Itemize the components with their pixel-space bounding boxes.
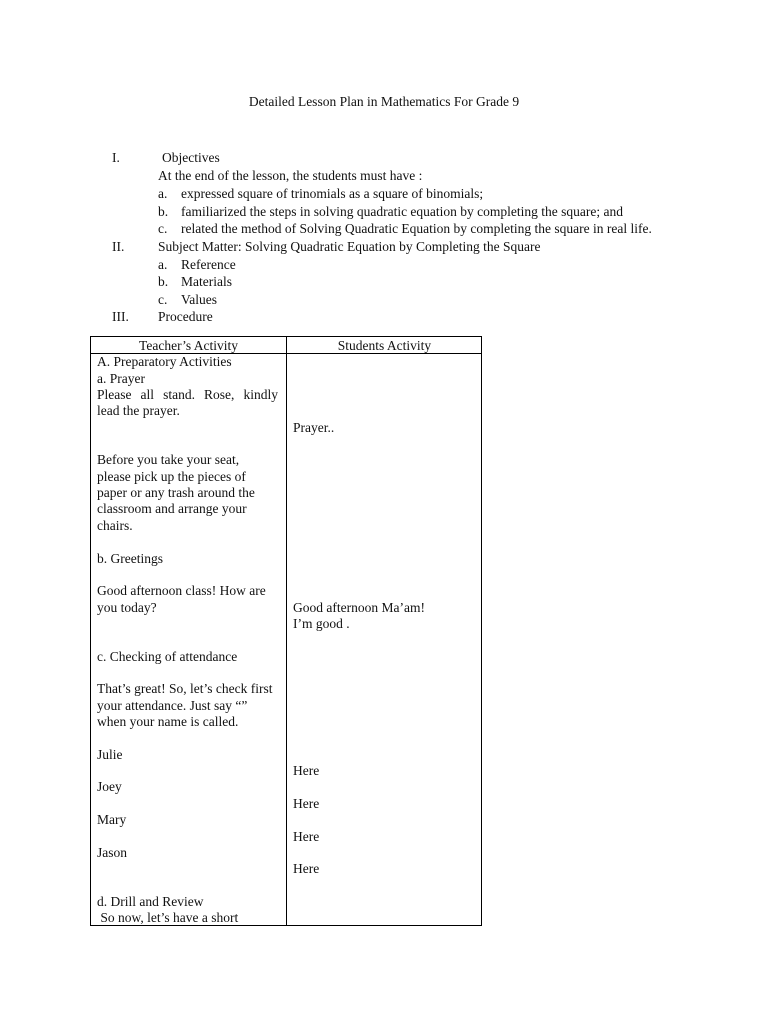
drill-review-heading: d. Drill and Review (97, 894, 204, 909)
column-divider (286, 337, 287, 925)
subject-marker-a: a. (158, 257, 168, 272)
cleanup-instruction-line: Before you take your seat, (97, 452, 240, 467)
objective-item-c: related the method of Solving Quadratic Equation by completing the square in real life. (181, 221, 652, 236)
student-response-here: Here (293, 763, 320, 778)
student-response-here: Here (293, 861, 320, 876)
drill-review-line: So now, let’s have a short (97, 910, 239, 925)
objective-marker-c: c. (158, 221, 168, 236)
students-activity-header: Students Activity (337, 338, 432, 353)
objectives-numeral: I. (112, 150, 120, 165)
student-name: Mary (97, 812, 127, 827)
cleanup-instruction-line: classroom and arrange your (97, 501, 247, 516)
procedure-heading: Procedure (158, 309, 213, 324)
subject-marker-c: c. (158, 292, 168, 307)
objective-marker-b: b. (158, 204, 169, 219)
cleanup-instruction-line: please pick up the pieces of (97, 469, 246, 484)
student-name: Julie (97, 747, 123, 762)
student-response-here: Here (293, 796, 320, 811)
objective-marker-a: a. (158, 186, 168, 201)
objectives-heading: Objectives (162, 150, 220, 165)
student-name: Jason (97, 845, 127, 860)
objective-item-b: familiarized the steps in solving quadratic equation by completing the square; and (181, 204, 623, 219)
subject-marker-b: b. (158, 274, 169, 289)
subject-item-reference: Reference (181, 257, 236, 272)
attendance-instruction-line: That’s great! So, let’s check first (97, 681, 273, 696)
cleanup-instruction-line: paper or any trash around the (97, 485, 255, 500)
prayer-instruction-line: Please all stand. Rose, kindly (97, 387, 278, 402)
subject-item-values: Values (181, 292, 217, 307)
greeting-line: Good afternoon class! How are (97, 583, 266, 598)
teacher-activity-header: Teacher’s Activity (139, 338, 238, 353)
subject-matter-numeral: II. (112, 239, 125, 254)
preparatory-activities-heading: A. Preparatory Activities (97, 354, 232, 369)
subject-matter-heading: Subject Matter: Solving Quadratic Equation by Completing the Square (158, 239, 541, 254)
student-response-greeting: I’m good . (293, 616, 350, 631)
attendance-instruction-line: when your name is called. (97, 714, 239, 729)
student-response-prayer: Prayer.. (293, 420, 335, 435)
page-title: Detailed Lesson Plan in Mathematics For Grade 9 (248, 94, 520, 109)
student-response-greeting: Good afternoon Ma’am! (293, 600, 425, 615)
cleanup-instruction-line: chairs. (97, 518, 133, 533)
objectives-intro: At the end of the lesson, the students must have : (158, 168, 423, 183)
student-name: Joey (97, 779, 122, 794)
prayer-instruction-line: lead the prayer. (97, 403, 180, 418)
attendance-instruction-line: your attendance. Just say “” (97, 698, 248, 713)
greeting-line: you today? (97, 600, 157, 615)
student-response-here: Here (293, 829, 320, 844)
prayer-heading: a. Prayer (97, 371, 145, 386)
objective-item-a: expressed square of trinomials as a square of binomials; (181, 186, 484, 201)
greetings-heading: b. Greetings (97, 551, 163, 566)
activity-table (90, 336, 482, 926)
attendance-heading: c. Checking of attendance (97, 649, 238, 664)
subject-item-materials: Materials (181, 274, 232, 289)
procedure-numeral: III. (112, 309, 129, 324)
